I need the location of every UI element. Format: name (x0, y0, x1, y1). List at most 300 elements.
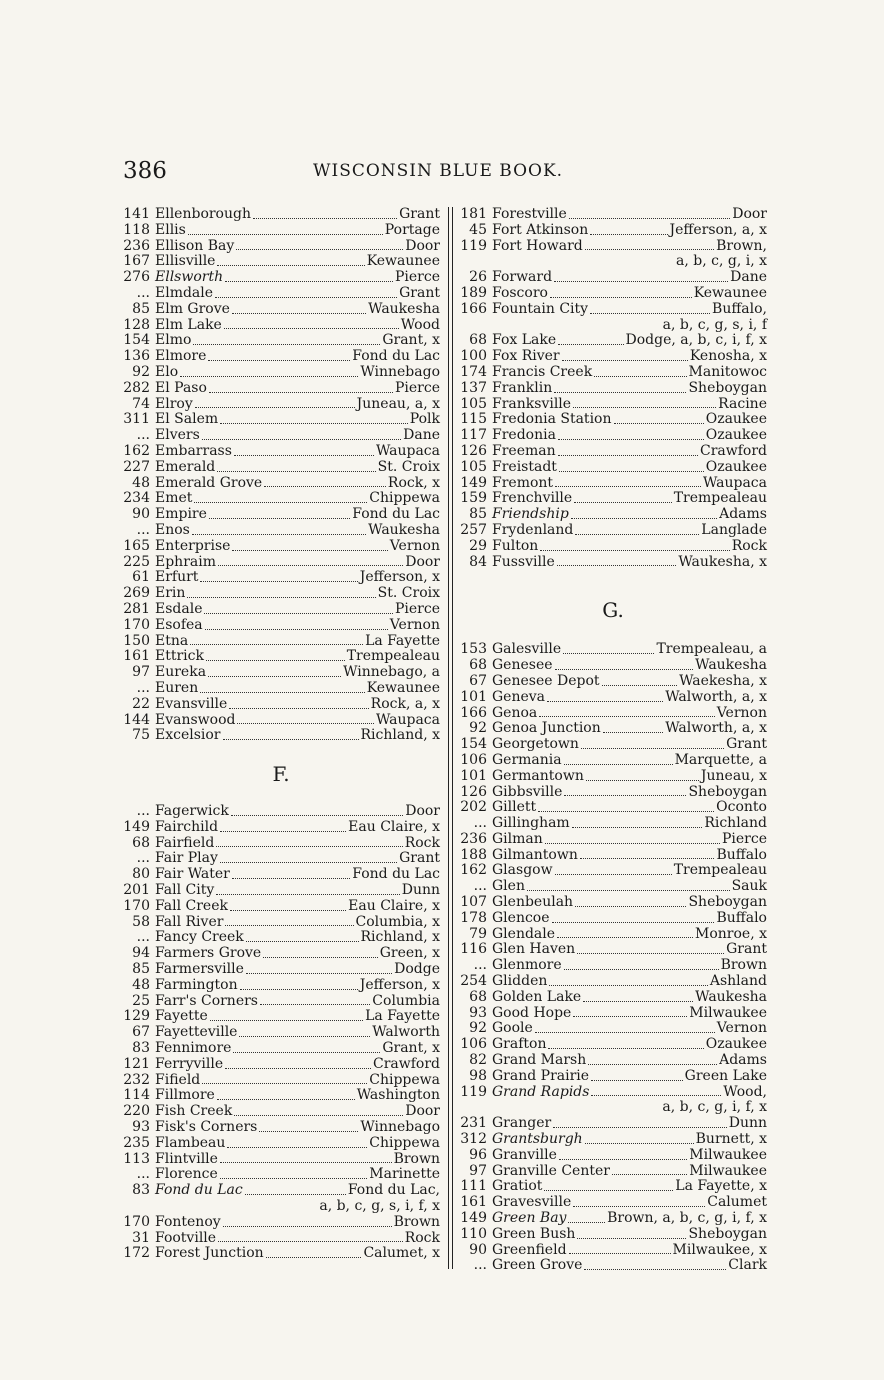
entry-county: Calumet (707, 1194, 767, 1211)
entry-place: Grafton (492, 1036, 547, 1053)
leader-dots (590, 312, 710, 314)
entry-place: Farmers Grove (155, 945, 262, 962)
leader-dots (266, 1256, 362, 1258)
leader-dots (602, 684, 678, 686)
entry-number: 94 (132, 945, 150, 962)
index-entry (122, 302, 440, 318)
entry-place: Fayette (155, 1008, 208, 1025)
leader-dots (572, 826, 703, 828)
entry-continuation: a, b, c, g, s, i, f (662, 316, 767, 333)
leader-dots (224, 327, 399, 329)
entry-county: Fond du Lac, (347, 1182, 440, 1199)
entry-list (122, 804, 440, 1262)
entry-number: 22 (132, 695, 150, 712)
entry-continuation: a, b, c, g, i, f, x (662, 1099, 767, 1116)
leader-dots (227, 1146, 367, 1148)
index-entry (122, 1057, 440, 1073)
entry-place: Farmington (155, 976, 238, 993)
index-entry (122, 555, 440, 571)
entry-number: 150 (123, 632, 150, 649)
entry-place: Fond du Lac (155, 1182, 243, 1199)
entry-county: Waupaca (375, 442, 440, 459)
entry-place: Gratiot (492, 1178, 543, 1195)
entry-county: Buffalo, (712, 300, 767, 317)
leader-dots (571, 517, 717, 519)
entry-county: Grant (726, 736, 767, 753)
leader-dots (564, 763, 673, 765)
entry-place: Fussville (492, 553, 555, 570)
entry-county: Wood (400, 316, 440, 333)
entry-number: 312 (460, 1131, 487, 1148)
entry-county: Grant (399, 284, 440, 301)
entry-county: Pierce (394, 269, 440, 286)
entry-number: ... (136, 427, 150, 444)
entry-number: 166 (460, 300, 487, 317)
index-entry (122, 851, 440, 867)
entry-number: ... (136, 929, 150, 946)
entry-place: Grand Prairie (492, 1067, 590, 1084)
index-entry (459, 349, 767, 365)
leader-dots (577, 1237, 686, 1239)
leader-dots (188, 233, 383, 235)
entry-county: Pierce (394, 379, 440, 396)
leader-dots (234, 454, 374, 456)
leader-dots (591, 1079, 683, 1081)
leader-dots (217, 264, 364, 266)
entry-place: Fulton (492, 537, 539, 554)
index-entry (122, 930, 440, 946)
entry-place: Fair Water (155, 866, 230, 883)
entry-number: 93 (132, 1119, 150, 1136)
leader-dots (559, 1158, 687, 1160)
leader-dots (206, 659, 345, 661)
leader-dots (194, 501, 367, 503)
entry-place: Good Hope (492, 1004, 572, 1021)
entry-county: Juneau, a, x (356, 395, 440, 412)
index-entry (459, 911, 767, 927)
entry-place: Gilmantown (492, 846, 578, 863)
index-entry (122, 1009, 440, 1025)
leader-dots (259, 1130, 358, 1132)
leader-dots (190, 643, 363, 645)
entry-number: 225 (123, 553, 150, 570)
leader-dots (549, 984, 708, 986)
entry-county: Door (405, 553, 440, 570)
entry-number: 75 (132, 727, 150, 744)
index-entry (122, 820, 440, 836)
leader-dots (538, 810, 714, 812)
entry-number: 129 (123, 1008, 150, 1025)
entry-place: Fredonia Station (492, 411, 612, 428)
entry-county: Racine (718, 395, 767, 412)
leader-dots (216, 893, 399, 895)
entry-place: Fort Atkinson (492, 221, 589, 238)
entry-county: Vernon (716, 1020, 767, 1037)
index-entry (122, 1136, 440, 1152)
entry-county: Door (405, 237, 440, 254)
index-entry (122, 523, 440, 539)
entry-continuation: a, b, c, g, s, i, f, x (319, 1198, 440, 1215)
entry-county: Ozaukee (705, 411, 767, 428)
leader-dots (554, 280, 728, 282)
entry-number: 170 (123, 897, 150, 914)
entry-place: Fisk's Corners (155, 1119, 258, 1136)
leader-dots (573, 406, 716, 408)
index-entry (459, 737, 767, 753)
entry-place: Fish Creek (155, 1103, 233, 1120)
leader-dots (573, 1205, 705, 1207)
index-entry (459, 848, 767, 864)
leader-dots (553, 1126, 727, 1128)
entry-county: Adams (719, 506, 767, 523)
index-entry (122, 602, 440, 618)
index-entry (459, 690, 767, 706)
index-entry (122, 286, 440, 302)
index-entry (459, 895, 767, 911)
entry-number: 174 (460, 363, 487, 380)
index-entry (459, 753, 767, 769)
leader-dots (568, 1221, 605, 1223)
entry-place: Elm Grove (155, 300, 230, 317)
leader-dots (586, 779, 699, 781)
page-header (123, 158, 763, 188)
leader-dots (202, 438, 401, 440)
entry-number: 116 (460, 941, 487, 958)
entry-number: 31 (132, 1229, 150, 1246)
entry-number: 141 (123, 206, 150, 222)
index-entry (459, 555, 767, 571)
leader-dots (263, 956, 378, 958)
index-entry (459, 397, 767, 413)
index-entry (122, 349, 440, 365)
entry-number: ... (473, 957, 487, 974)
index-entry (122, 254, 440, 270)
entry-place: Green Bay (492, 1210, 567, 1227)
leader-dots (204, 612, 393, 614)
leader-dots (200, 691, 364, 693)
entry-place: Freistadt (492, 458, 557, 475)
entry-county: Crawford (700, 442, 767, 459)
leader-dots (232, 549, 387, 551)
entry-place: Fox Lake (492, 332, 557, 349)
entry-county: Adams (719, 1052, 767, 1069)
entry-number: 68 (132, 834, 150, 851)
entry-county: Green, x (379, 945, 440, 962)
index-entry (122, 728, 440, 744)
entry-county: Walworth (372, 1024, 440, 1041)
entry-county: Clark (728, 1257, 767, 1274)
entry-county: Marinette (369, 1166, 440, 1183)
leader-dots (580, 857, 715, 859)
entry-number: 153 (460, 641, 487, 658)
entry-county: Pierce (721, 830, 767, 847)
index-entry (459, 706, 767, 722)
entry-number: ... (136, 1166, 150, 1183)
entry-number: 154 (460, 736, 487, 753)
entry-place: Ferryville (155, 1055, 224, 1072)
entry-number: 90 (469, 1241, 487, 1258)
entry-number: 126 (460, 783, 487, 800)
entry-number: ... (136, 521, 150, 538)
entry-number: 107 (460, 894, 487, 911)
entry-number: 85 (469, 506, 487, 523)
entry-place: Fall City (155, 882, 215, 899)
entry-county: Dane (730, 269, 767, 286)
leader-dots (215, 296, 397, 298)
entry-number: 84 (469, 553, 487, 570)
entry-number: 166 (460, 704, 487, 721)
entry-place: Erfurt (155, 569, 199, 586)
entry-place: Glen Haven (492, 941, 576, 958)
entry-number: 93 (469, 1004, 487, 1021)
entry-place: Fall River (155, 913, 224, 930)
entry-county: Kenosha, x (689, 348, 767, 365)
entry-place: Fox River (492, 348, 560, 365)
entry-county: Portage (384, 221, 440, 238)
leader-dots (264, 485, 386, 487)
index-entry (459, 674, 767, 690)
index-entry (122, 1167, 440, 1183)
entry-place: Emerald Grove (155, 474, 263, 491)
entry-place: Franksville (492, 395, 572, 412)
leader-dots (557, 936, 693, 938)
entry-place: Fort Howard (492, 237, 583, 254)
leader-dots (577, 952, 724, 954)
index-entry (122, 239, 440, 255)
index-entry (459, 381, 767, 397)
entry-number: 236 (460, 830, 487, 847)
entry-place: Greenfield (492, 1241, 567, 1258)
index-entry (459, 460, 767, 476)
entry-county: Langlade (701, 521, 767, 538)
entry-county: La Fayette (365, 632, 440, 649)
entry-number: ... (136, 850, 150, 867)
entry-place: Elmo (155, 332, 192, 349)
entry-place: Esdale (155, 600, 203, 617)
leader-dots (225, 280, 393, 282)
index-entry (122, 836, 440, 852)
index-entry (459, 507, 767, 523)
entry-county: Chippewa (369, 1071, 440, 1088)
entry-county: Columbia (372, 992, 440, 1009)
entry-county: Rock, a, x (370, 695, 440, 712)
entry-number: ... (473, 1257, 487, 1274)
index-entry (459, 863, 767, 879)
entry-county: Fond du Lac (352, 866, 440, 883)
index-entry (459, 365, 767, 381)
entry-county: Dane (403, 427, 440, 444)
leader-dots (230, 909, 346, 911)
index-entry (122, 978, 440, 994)
entry-number: 161 (460, 1194, 487, 1211)
index-entry (459, 1195, 767, 1211)
leader-dots (193, 343, 380, 345)
leader-dots (220, 1161, 392, 1163)
entry-place: Emerald (155, 458, 216, 475)
leader-dots (245, 1193, 346, 1195)
leader-dots (569, 217, 730, 219)
entry-place: Farr's Corners (155, 992, 258, 1009)
index-entry (459, 1085, 767, 1101)
leader-dots (220, 1177, 368, 1179)
leader-dots (195, 406, 355, 408)
entry-county: Jefferson, a, x (669, 221, 767, 238)
leader-dots (236, 248, 403, 250)
entry-county: Ashland (709, 973, 767, 990)
index-entry (459, 412, 767, 428)
entry-number: 311 (123, 411, 150, 428)
column-divider (448, 207, 449, 1269)
entry-number: 92 (469, 1020, 487, 1037)
index-entry (122, 1152, 440, 1168)
entry-number: 257 (460, 521, 487, 538)
entry-place: Evansville (155, 695, 228, 712)
index-entry (122, 476, 440, 492)
entry-county: Crawford (373, 1055, 440, 1072)
index-entry (122, 1120, 440, 1136)
entry-number: 170 (123, 1213, 150, 1230)
entry-number: 90 (132, 506, 150, 523)
entry-place: Glenmore (492, 957, 562, 974)
index-entry (459, 333, 767, 349)
index-entry (459, 491, 767, 507)
leader-dots (225, 1067, 371, 1069)
entry-place: Elvers (155, 427, 200, 444)
entry-county: Door (732, 206, 767, 222)
index-entry (122, 618, 440, 634)
entry-place: Erin (155, 585, 186, 602)
leader-dots (232, 312, 366, 314)
entry-county: Winnebago, a (343, 664, 440, 681)
entry-place: Georgetown (492, 736, 579, 753)
entry-number: 79 (469, 925, 487, 942)
entry-county: Waukesha (368, 300, 440, 317)
entry-number: 97 (469, 1162, 487, 1179)
entry-county: Chippewa (369, 1134, 440, 1151)
entry-place: Green Grove (492, 1257, 583, 1274)
entry-place: Frenchville (492, 490, 573, 507)
entry-county: Grant, x (382, 332, 440, 349)
index-entry (122, 665, 440, 681)
leader-dots (180, 375, 358, 377)
index-entry (459, 721, 767, 737)
entry-place: Glendale (492, 925, 556, 942)
entry-county: Grant (399, 850, 440, 867)
entry-number: 149 (460, 474, 487, 491)
index-entry (122, 883, 440, 899)
entry-place: Elmore (155, 348, 207, 365)
entry-number: 82 (469, 1052, 487, 1069)
entry-county: Pierce (394, 600, 440, 617)
entry-number: ... (473, 815, 487, 832)
leader-dots (547, 700, 663, 702)
entry-county: Jefferson, x (359, 569, 440, 586)
entry-number: 100 (460, 348, 487, 365)
entry-county: Sheboygan (688, 783, 767, 800)
entry-place: Eureka (155, 664, 207, 681)
entry-county: Waupaca (702, 474, 767, 491)
entry-county: Ozaukee (705, 427, 767, 444)
index-entry (459, 958, 767, 974)
entry-county: St. Croix (377, 585, 440, 602)
entry-number: 111 (460, 1178, 487, 1195)
entry-place: Galesville (492, 641, 562, 658)
entry-number: ... (473, 878, 487, 895)
index-entry (122, 381, 440, 397)
entry-county: Grant (399, 206, 440, 222)
entry-number: ... (136, 803, 150, 820)
entry-number: 101 (460, 688, 487, 705)
entry-county: Kewaunee (693, 284, 767, 301)
index-entry (459, 942, 767, 958)
entry-county: Fond du Lac (352, 506, 440, 523)
index-entry (122, 586, 440, 602)
entry-number: 85 (132, 961, 150, 978)
entry-number: 232 (123, 1071, 150, 1088)
leader-dots (545, 842, 720, 844)
entry-place: Ellis (155, 221, 186, 238)
index-entry (122, 649, 440, 665)
leader-dots (527, 889, 730, 891)
entry-place: El Paso (155, 379, 207, 396)
leader-dots (240, 988, 358, 990)
index-entry (122, 570, 440, 586)
entry-place: Glasgow (492, 862, 553, 879)
leader-dots (544, 1189, 673, 1191)
leader-dots (558, 343, 623, 345)
entry-number: 68 (469, 657, 487, 674)
entry-county: Brown (393, 1150, 440, 1167)
index-entry (122, 539, 440, 555)
leader-dots (562, 359, 688, 361)
entry-county: Waekesha, x (679, 672, 767, 689)
index-entry (459, 539, 767, 555)
leader-dots (220, 830, 346, 832)
entry-county: Rock (404, 1229, 440, 1246)
entry-county: Ozaukee (705, 1036, 767, 1053)
entry-number: 83 (132, 1182, 150, 1199)
entry-county: Door (405, 1103, 440, 1120)
entry-place: Ellisville (155, 253, 216, 270)
entry-place: Elroy (155, 395, 193, 412)
entry-place: Genoa (492, 704, 538, 721)
index-entry (459, 1116, 767, 1132)
index-entry (459, 1132, 767, 1148)
entry-number: 178 (460, 909, 487, 926)
entry-number: 114 (123, 1087, 150, 1104)
index-entry (122, 1088, 440, 1104)
entry-number: 181 (460, 206, 487, 222)
entry-place: Empire (155, 506, 207, 523)
entry-number: 113 (123, 1150, 150, 1167)
entry-place: Ettrick (155, 648, 204, 665)
entry-number: 276 (123, 269, 150, 286)
entry-number: 254 (460, 973, 487, 990)
index-entry (122, 333, 440, 349)
entry-place: Forward (492, 269, 553, 286)
entry-county: Manitowoc (688, 363, 767, 380)
entry-list (459, 207, 767, 570)
index-entry (459, 816, 767, 832)
index-entry (122, 804, 440, 820)
leader-dots (209, 391, 393, 393)
entry-number: 159 (460, 490, 487, 507)
index-entry (122, 713, 440, 729)
leader-dots (208, 675, 341, 677)
entry-county: Dunn (728, 1115, 767, 1132)
entry-place: Freeman (492, 442, 556, 459)
index-entry (459, 832, 767, 848)
